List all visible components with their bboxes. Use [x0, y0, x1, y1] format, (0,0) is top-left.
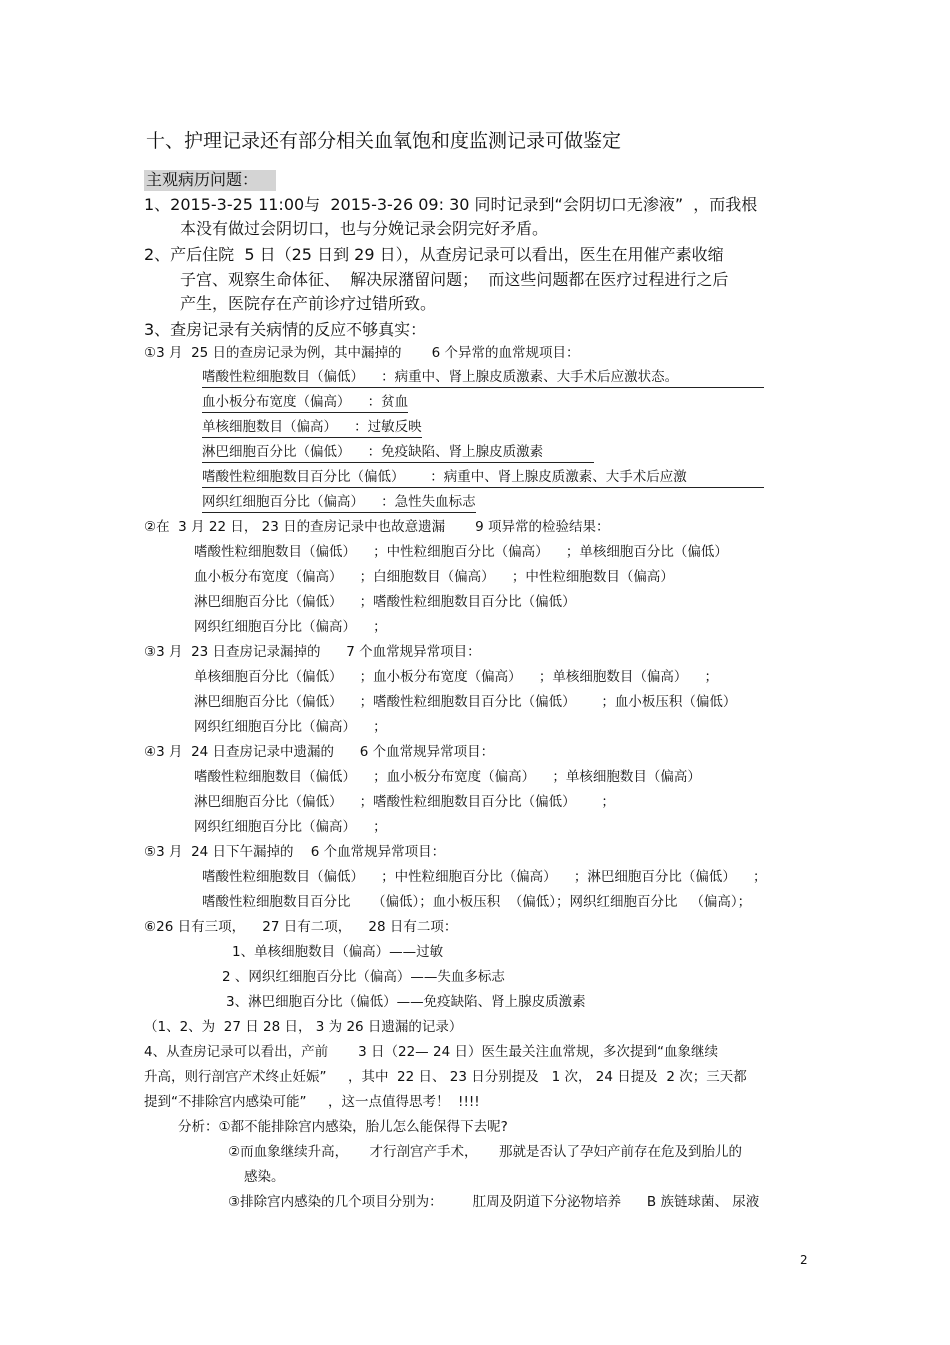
analysis-line-2: ②而血象继续升高， 才行剖宫产手术， 那就是否认了孕妇产前存在危及到胎儿的	[228, 1144, 743, 1160]
s1-item-3: 单核细胞数目（偏高） ：过敏反映	[202, 421, 422, 438]
s4-line-3: 网织红细胞百分比（偏高） ；	[194, 819, 387, 835]
s3-line-3: 网织红细胞百分比（偏高） ；	[194, 719, 387, 735]
s1-item-1: 嗜酸性粒细胞数目（偏低） ：病重中、肾上腺皮质激素、大手术后应激状态。	[202, 371, 764, 388]
s2-line-2: 血小板分布宽度（偏高） ；白细胞数目（偏高） ；中性粒细胞数目（偏高）	[194, 569, 674, 585]
section-6-heading: ⑥26 日有三项， 27 日有二项， 28 日有二项：	[144, 919, 458, 935]
s2-line-1: 嗜酸性粒细胞数目（偏低） ；中性粒细胞百分比（偏高） ；单核细胞百分比（偏低）	[194, 544, 728, 560]
paragraph-2-line-2: 子宫、观察生命体征、 解决尿潴留问题； 而这些问题都在医疗过程进行之后	[180, 270, 729, 289]
page-title: 十、护理记录还有部分相关血氧饱和度监测记录可做鉴定	[146, 130, 622, 152]
s1-item-6: 网织红细胞百分比（偏高） ：急性失血标志	[202, 496, 476, 513]
s6-line-2: 2 、网织红细胞百分比（偏高）——失血多标志	[222, 969, 505, 985]
analysis-line-1: 分析：①都不能排除宫内感染，胎儿怎么能保得下去呢?	[178, 1119, 508, 1135]
section-2-heading: ②在 3 月 22 日， 23 日的查房记录中也故意遗漏 9 项异常的检验结果：	[144, 519, 610, 535]
section-4-heading: ④3 月 24 日查房记录中遗漏的 6 个血常规异常项目：	[144, 744, 495, 760]
s5-line-1: 嗜酸性粒细胞数目（偏低） ；中性粒细胞百分比（偏高） ；淋巴细胞百分比（偏低） ；	[202, 869, 767, 885]
s4-line-1: 嗜酸性粒细胞数目（偏低） ；血小板分布宽度（偏高） ；单核细胞数目（偏高）	[194, 769, 701, 785]
s6-line-3: 3、淋巴细胞百分比（偏低）——免疫缺陷、肾上腺皮质激素	[226, 994, 586, 1010]
section-3-heading: ③3 月 23 日查房记录漏掉的 7 个血常规异常项目：	[144, 644, 481, 660]
s2-line-3: 淋巴细胞百分比（偏低） ；嗜酸性粒细胞数目百分比（偏低）	[194, 594, 576, 610]
section-subheading: 主观病历问题：	[144, 170, 276, 191]
s3-line-2: 淋巴细胞百分比（偏低） ；嗜酸性粒细胞数目百分比（偏低） ；血小板压积（偏低）	[194, 694, 737, 710]
s1-item-4: 淋巴细胞百分比（偏低） ：免疫缺陷、肾上腺皮质激素	[202, 446, 594, 463]
s2-line-4: 网织红细胞百分比（偏高） ；	[194, 619, 387, 635]
paragraph-1-line-2: 本没有做过会阴切口，也与分娩记录会阴完好矛盾。	[180, 219, 549, 238]
analysis-line-4: ③排除宫内感染的几个项目分别为： 肛周及阴道下分泌物培养 B 族链球菌、 尿液	[228, 1194, 760, 1210]
section-5-heading: ⑤3 月 24 日下午漏掉的 6 个血常规异常项目：	[144, 844, 446, 860]
s5-line-2: 嗜酸性粒细胞数目百分比 （偏低）；血小板压积 （偏低）；网织红细胞百分比 （偏高）；	[202, 894, 752, 910]
s6-line-1: 1、单核细胞数目（偏高）——过敏	[232, 944, 444, 960]
paragraph-1-line-1: 1、2015-3-25 11:00与 2015-3-26 09: 30 同时记录到“会阴切口无渗液” ，而我根	[144, 195, 758, 214]
paragraph-2-line-3: 产生，医院存在产前诊疗过错所致。	[180, 294, 437, 313]
s1-item-2: 血小板分布宽度（偏高） ：贫血	[202, 396, 408, 413]
paragraph-4-line-2: 升高，则行剖宫产术终止妊娠” ，其中 22 日、 23 日分别提及 1 次， 24 日提及 2 次；三天都	[144, 1069, 747, 1085]
s4-line-2: 淋巴细胞百分比（偏低） ；嗜酸性粒细胞数目百分比（偏低） ；	[194, 794, 615, 810]
s1-item-5: 嗜酸性粒细胞数目百分比（偏低） ：病重中、肾上腺皮质激素、大手术后应激	[202, 471, 764, 488]
paragraph-2-line-1: 2、产后住院 5 日（25 日到 29 日），从查房记录可以看出，医生在用催产素收缩	[144, 245, 724, 264]
section-1-heading: ①3 月 25 日的查房记录为例，其中漏掉的 6 个异常的血常规项目：	[144, 345, 580, 361]
page-number: 2	[800, 1253, 808, 1267]
paragraph-4-line-1: 4、从查房记录可以看出，产前 3 日（22— 24 日）医生最关注血常规，多次提到“血象继续	[144, 1044, 718, 1060]
paragraph-3: 3、查房记录有关病情的反应不够真实：	[144, 320, 427, 339]
s6-note: （1、2、为 27 日 28 日， 3 为 26 日遗漏的记录）	[144, 1019, 463, 1035]
paragraph-4-line-3: 提到“不排除宫内感染可能” ，这一点值得思考！ !!!!	[144, 1094, 480, 1110]
s3-line-1: 单核细胞百分比（偏低） ；血小板分布宽度（偏高） ；单核细胞数目（偏高） ；	[194, 669, 718, 685]
analysis-line-3: 感染。	[244, 1169, 285, 1185]
